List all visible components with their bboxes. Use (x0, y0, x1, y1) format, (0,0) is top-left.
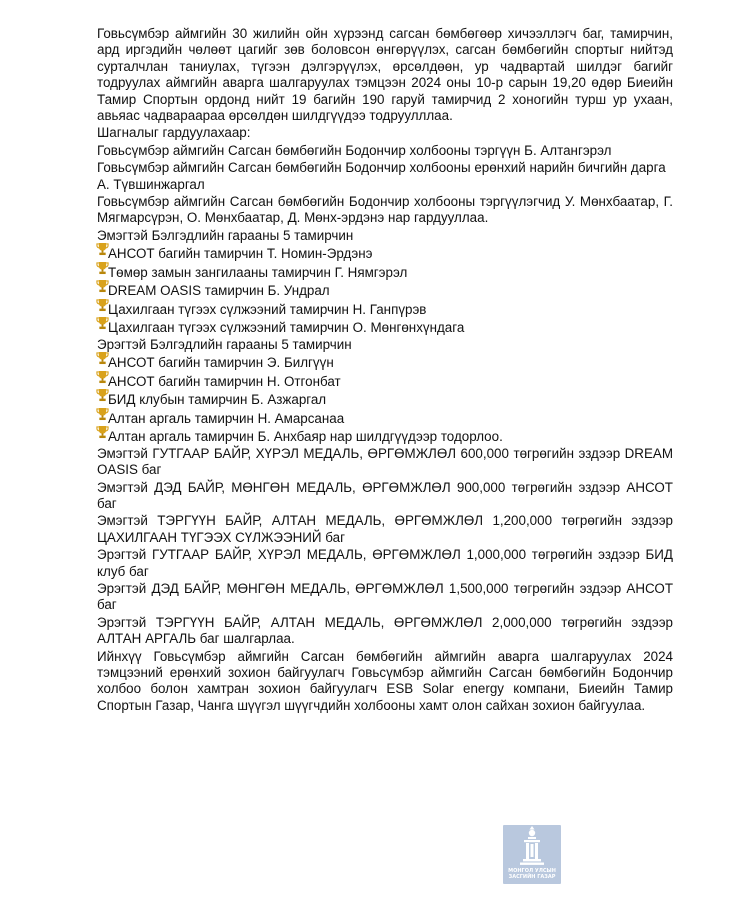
closing-paragraph: Ийнхүү Говьсүмбэр аймгийн Сагсан бөмбөгийн аймгийн аварга шалгаруулах 2024 тэмцээний ерөнхий зохион байгуулагч Говьсүмбэр аймгийн Сагсан бөмбөгийн Бодончир холбоо болон хамтран зохион байгуулагч ESB Solar energy компани, Биеийн Тамир Спортын Газар, Чанга шүүгэл шүүгчдийн холбооны хамт олон сайхан зохион байгуулаа. (97, 648, 673, 713)
trophy-icon (96, 388, 109, 402)
result-men-third: Эрэгтэй ГУТГААР БАЙР, ХҮРЭЛ МЕДАЛЬ, ӨРГӨМЖЛӨЛ 1,000,000 төгрөгийн эздээр БИД клуб баг (97, 547, 673, 579)
awards-heading: Шагналыг гардуулахаар: (97, 125, 251, 141)
list-item (97, 355, 673, 372)
trophy-icon (96, 407, 109, 421)
trophy-icon (96, 261, 109, 275)
trophy-icon (96, 316, 109, 330)
trophy-icon (96, 242, 109, 256)
men-heading: Эрэгтэй Бэлгэдлийн гарааны 5 тамирчин (97, 336, 352, 352)
seal-line-2: ЗАСГИЙН ГАЗАР (508, 874, 556, 880)
trophy-icon (96, 298, 109, 312)
list-item (97, 265, 673, 282)
player-name: Төмөр замын зангилааны тамирчин Г. Нямгэрэл (108, 264, 408, 280)
trophy-icon (96, 370, 109, 384)
player-name: БИД клубын тамирчин Б. Азжаргал (108, 392, 327, 408)
player-name: DREAM OASIS тамирчин Б. Ундрал (108, 283, 330, 299)
women-players-list (97, 246, 673, 337)
women-heading: Эмэгтэй Бэлгэдлийн гарааны 5 тамирчин (97, 227, 354, 243)
result-women-first: Эмэгтэй ТЭРГҮҮН БАЙР, АЛТАН МЕДАЛЬ, ӨРГӨМЖЛӨЛ 1,200,000 төгрөгийн эздээр ЦАХИЛГААН ТҮГЭЭХ СҮЛЖЭЭНИЙ баг (97, 513, 673, 545)
intro-paragraph: Говьсүмбэр аймгийн 30 жилийн ойн хүрээнд сагсан бөмбөгөөр хичээллэгч баг, тамирчин, ард иргэдийн чөлөөт цагийг зөв боловсон өнгөрүүлэх, сагсан бөмбөгийн спортыг нийтэд сурталчлан таниулах, түгээн дэлгэрүүлэх, өрсөлдөөн, ур чадвартай шилдэг багийг тодруулах аймгийн аварга шалгаруулах тэмцээн 2024 оны 10-р сарын 19,20 өдөр Биеийн Тамир Спортын ордонд нийт 19 багийн 190 гаруй тамирчид 2 хоногийн турш ур ухаан, авьяас чадвараараа өрсөлдөн шилдгүүдээ тодруулллаа. (97, 26, 673, 124)
list-item (97, 283, 673, 300)
trophy-icon (96, 351, 109, 365)
list-item (97, 411, 673, 428)
list-item (97, 429, 673, 446)
player-name: АНСОТ багийн тамирчин Э. Билгүүн (108, 355, 334, 371)
list-item (97, 392, 673, 409)
list-item (97, 374, 673, 391)
player-name: Алтан аргаль тамирчин Б. Анхбаяр нар шилдгүүдээр тодорлоо. (108, 429, 503, 445)
award-presenters-3: Говьсүмбэр аймгийн Сагсан бөмбөгийн Бодончир холбооны тэргүүлэгчид У. Мөнхбаатар, Г. Мягмарсүрэн, О. Мөнхбаатар, Д. Мөнх-эрдэнэ нар гардууллаа. (97, 194, 673, 226)
list-item (97, 302, 673, 319)
trophy-icon (96, 425, 109, 439)
list-item (97, 320, 673, 337)
seal-line-1: МОНГОЛ УЛСЫН (508, 868, 556, 874)
government-seal (503, 825, 561, 884)
trophy-icon (96, 279, 109, 293)
player-name: Алтан аргаль тамирчин Н. Амарсанаа (108, 410, 345, 426)
result-men-second: Эрэгтэй ДЭД БАЙР, МӨНГӨН МЕДАЛЬ, ӨРГӨМЖЛӨЛ 1,500,000 төгрөгийн эздээр АНСОТ баг (97, 580, 673, 613)
result-women-third: Эмэгтэй ГУТГААР БАЙР, ХҮРЭЛ МЕДАЛЬ, ӨРГӨМЖЛӨЛ 600,000 төгрөгийн эздээр DREAM OASIS баг (97, 445, 673, 478)
award-presenter-1: Говьсүмбэр аймгийн Сагсан бөмбөгийн Бодончир холбооны тэргүүн Б. Алтангэрэл (97, 142, 612, 158)
player-name: АНСОТ багийн тамирчин Т. Номин-Эрдэнэ (108, 246, 373, 262)
player-name: Цахилгаан түгээх сүлжээний тамирчин Н. Ганпүрэв (108, 301, 427, 317)
player-name: АНСОТ багийн тамирчин Н. Отгонбат (108, 373, 341, 389)
article-body (97, 26, 673, 715)
result-men-first: Эрэгтэй ТЭРГҮҮН БАЙР, АЛТАН МЕДАЛЬ, ӨРГӨМЖЛӨЛ 2,000,000 төгрөгийн эздээр АЛТАН АРГАЛЬ баг шалгарлаа. (97, 614, 673, 647)
list-item (97, 246, 673, 263)
player-name: Цахилгаан түгээх сүлжээний тамирчин О. Мөнгөнхүндага (108, 320, 465, 336)
award-presenter-2: Говьсүмбэр аймгийн Сагсан бөмбөгийн Бодончир холбооны ерөнхий нарийн бичгийн дарга А. Түвшинжаргал (97, 160, 666, 192)
government-emblem-icon (503, 825, 561, 869)
result-women-second: Эмэгтэй ДЭД БАЙР, МӨНГӨН МЕДАЛЬ, ӨРГӨМЖЛӨЛ 900,000 төгрөгийн эздээр АНСОТ баг (97, 479, 673, 511)
men-players-list (97, 355, 673, 446)
